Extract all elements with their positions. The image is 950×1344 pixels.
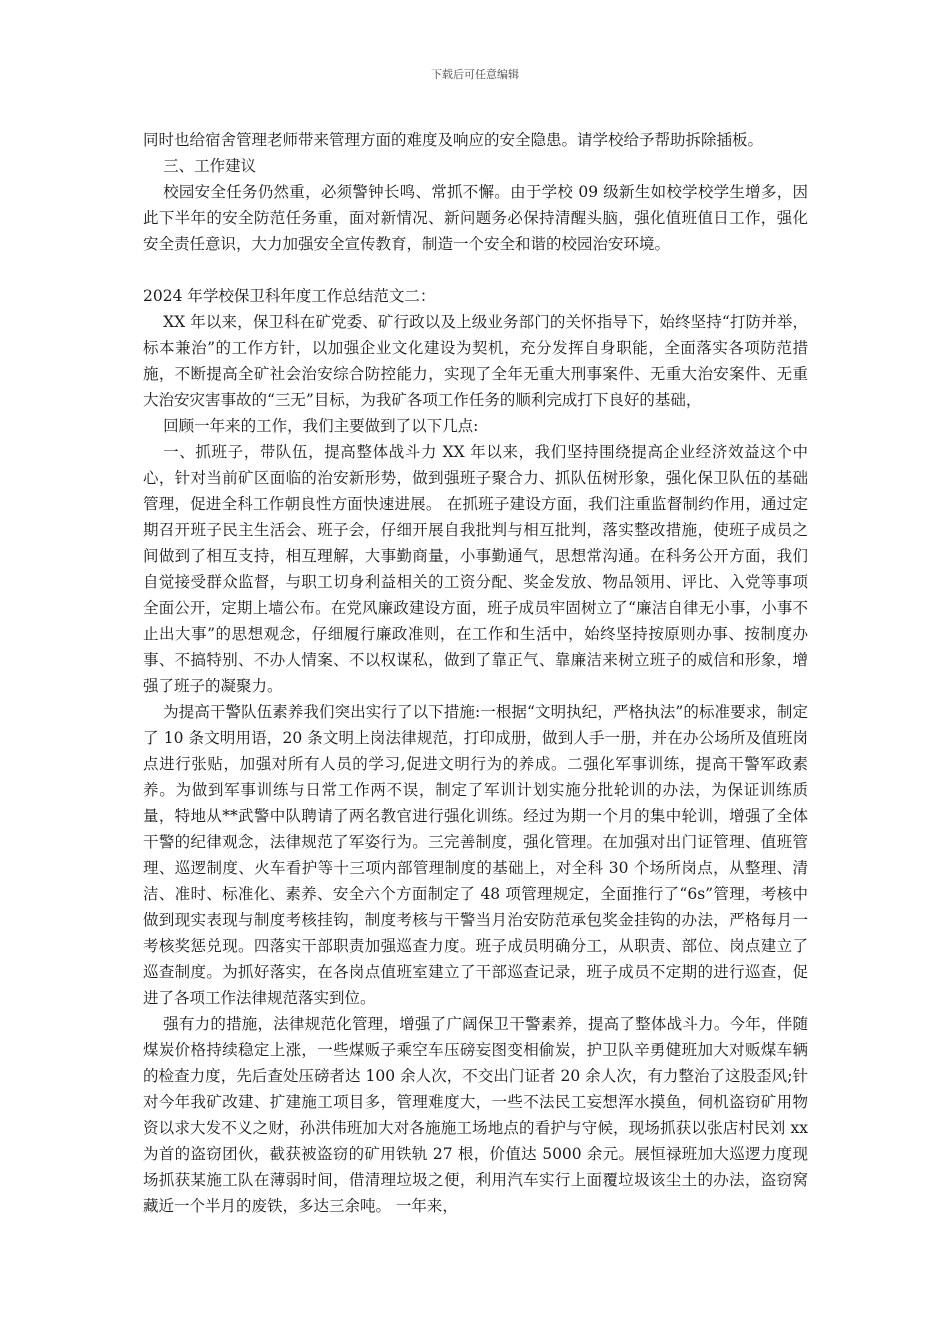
page-header: 下载后可任意编辑	[431, 68, 519, 81]
paragraph-review: 回顾一年来的工作，我们主要做到了以下几点:	[163, 417, 479, 435]
paragraph-measures: 为提高干警队伍素养我们突出实行了以下措施:一根据“文明执纪，严格执法”的标准要求，制定了 10 条文明用语，20 条文明上岗法律规范，打印成册，做到人手一册，并在办公场所及值班岗点进行张贴，加强对所有人员的学习,促进文明行为的养成。二强化军事训练，提高干警军政素养。为做到军事训练与日常工作两不误，制定了军训计划实施分批轮训的办法，为保证训练质量，特地从**武警中队聘请了两名教官进行强化训练。经过为期一个月的集中轮训，增强了全体干警的纪律观念，法律规范了军姿行为。三完善制度，强化管理。在加强对出门证管理、值班管理、巡逻制度、火车看护等十三项内部管理制度的基础上，对全科 30 个场所岗点，从整理、清洁、准时、标准化、素养、安全六个方面制定了 48 项管理规定，全面推行了“6s”管理，考核中做到现实表现与制度考核挂钩，制度考核与干警当月治安防范承包奖金挂钩的办法，严格每月一考核奖惩兑现。四落实干部职责加强巡查力度。班子成员明确分工，从职责、部位、岗点建立了巡查制度。为抓好落实，在各岗点值班室建立了干部巡查记录，班子成员不定期的进行巡查，促进了各项工作法律规范落实到位。	[143, 703, 808, 1007]
section-heading-suggestions: 三、工作建议	[163, 157, 257, 175]
paragraph-results: 强有力的措施，法律规范化管理，增强了广阔保卫干警素养，提高了整体战斗力。今年，伴随煤炭价格持续稳定上涨，一些煤贩子乘空车压磅妄图变相偷炭，护卫队辛勇健班加大对贩煤车辆的检查力度，先后查处压磅者达 100 余人次，不交出门证者 20 余人次，有力整治了这股歪风;针对今年我矿改建、扩建施工项目多，管理难度大，一些不法民工妄想浑水摸鱼，伺机盗窃矿用物资以求大发不义之财，孙洪伟班加大对各施施工场地点的看护与守候，现场抓获以张店村民刘 xx 为首的盗窃团伙，截获被盗窃的矿用铁轨 27 根，价值达 5000 余元。展恒禄班加大巡逻力度现场抓获某施工队在薄弱时间，借清理垃圾之便，利用汽车实行上面覆垃圾该尘土的办法，盗窃窝藏近一个半月的废铁，多达三余吨。 一年来，	[143, 1015, 808, 1215]
document-body	[143, 127, 808, 1219]
paragraph-leadership: 一、抓班子，带队伍，提高整体战斗力 XX 年以来，我们坚持围绕提高企业经济效益这个中心，针对当前矿区面临的治安新形势，做到强班子聚合力、抓队伍树形象，强化保卫队伍的基础管理，促进全科工作朝良性方面快速进展。 在抓班子建设方面，我们注重监督制约作用，通过定期召开班子民主生活会、班子会，仔细开展自我批判与相互批判，落实整改措施，使班子成员之间做到了相互支持，相互理解，大事勤商量，小事勤通气，思想常沟通。在科务公开方面，我们自觉接受群众监督，与职工切身利益相关的工资分配、奖金发放、物品领用、评比、入党等事项全面公开，定期上墙公布。在党风廉政建设方面，班子成员牢固树立了“廉洁自律无小事，小事不止出大事”的思想观念，仔细履行廉政准则，在工作和生活中，始终坚持按原则办事、按制度办事、不搞特别、不办人情案、不以权谋私，做到了靠正气、靠廉洁来树立班子的威信和形象，增强了班子的凝聚力。	[143, 443, 808, 695]
paragraph-intro: XX 年以来，保卫科在矿党委、矿行政以及上级业务部门的关怀指导下，始终坚持“打防并举，标本兼治”的工作方针，以加强企业文化建设为契机，充分发挥自身职能，全面落实各项防范措施，不断提高全矿社会治安综合防控能力，实现了全年无重大刑事案件、无重大治安案件、无重大治安灾害事故的“三无”目标，为我矿各项工作任务的顺利完成打下良好的基础，	[143, 313, 808, 409]
blank-line	[143, 257, 808, 283]
paragraph-continuation: 同时也给宿舍管理老师带来管理方面的难度及响应的安全隐患。请学校给予帮助拆除插板。	[143, 131, 764, 149]
paragraph-campus-safety: 校园安全任务仍然重，必须警钟长鸣、常抓不懈。由于学校 09 级新生如校学校学生增多，因此下半年的安全防范任务重，面对新情况、新问题务必保持清醒头脑，强化值班值日工作，强化安全责任意识，大力加强安全宣传教育，制造一个安全和谐的校园治安环境。	[143, 183, 808, 253]
sample-two-title: 2024 年学校保卫科年度工作总结范文二：	[143, 287, 436, 305]
